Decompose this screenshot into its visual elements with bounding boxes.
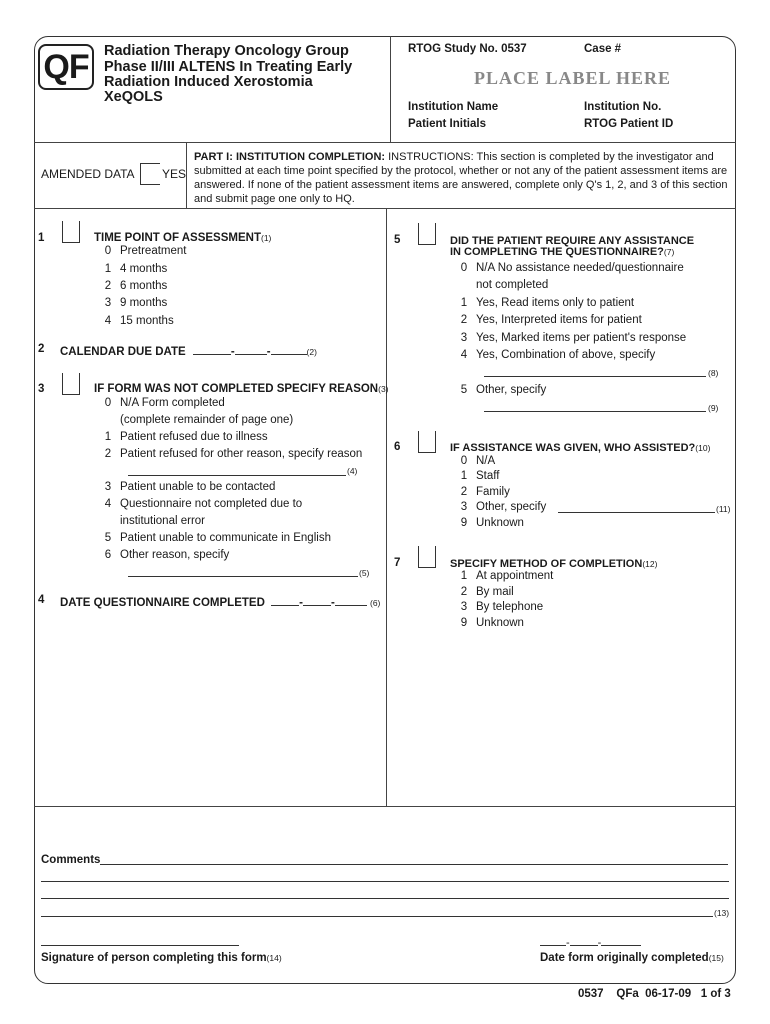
q6-ref-a: (11) [716, 504, 731, 514]
q1-title: TIME POINT OF ASSESSMENT(1) [94, 232, 272, 244]
q5-option[interactable]: 5 Other, specify [460, 384, 547, 396]
comments-line-2[interactable] [41, 881, 729, 882]
amended-data-label: AMENDED DATA [41, 167, 135, 181]
q5-number: 5 [394, 234, 401, 246]
q1-option[interactable]: 0 Pretreatment [104, 245, 187, 257]
part1-divider [186, 142, 187, 208]
q3-option[interactable]: 4 Questionnaire not completed due to [104, 498, 303, 510]
q1-number: 1 [38, 232, 45, 244]
q3-option[interactable]: 6 Other reason, specify [104, 549, 230, 561]
footer-page: 1 of 3 [700, 988, 731, 1000]
form-title-line-3: Radiation Induced Xerostomia [104, 74, 313, 90]
q6-specify-line[interactable] [558, 512, 715, 513]
q7-answer-box[interactable] [418, 546, 436, 568]
signature-line[interactable] [41, 945, 239, 946]
comments-line-3[interactable] [41, 898, 729, 899]
page-footer [578, 987, 731, 1001]
q6-option[interactable]: 0 N/A [460, 455, 496, 467]
q4-ref: (6) [369, 598, 381, 608]
q6-ref: (10) [695, 443, 711, 453]
date-original-label: Date form originally completed(15) [540, 952, 724, 964]
q5-option[interactable]: 1 Yes, Read items only to patient [460, 297, 635, 309]
q7-number: 7 [394, 557, 401, 569]
q5-option[interactable]: 0 N/A No assistance needed/questionnaire [460, 262, 684, 274]
q3-specify-line-a[interactable] [128, 475, 346, 476]
amended-yes-checkbox[interactable] [140, 163, 160, 185]
form-title-line-4: XeQOLS [104, 89, 163, 105]
q7-option[interactable]: 9 Unknown [460, 617, 524, 629]
q3-number: 3 [38, 383, 45, 395]
amended-yes-label: YES [162, 167, 187, 181]
q4-title: DATE QUESTIONNAIRE COMPLETED - - (6) [60, 594, 380, 610]
q5-ref-b: (9) [708, 403, 719, 413]
q1-answer-box[interactable] [62, 221, 80, 243]
q1-option[interactable]: 3 9 months [104, 297, 168, 309]
part1-instructions-line-4: and submit page one only to HQ. [194, 193, 355, 205]
label-placeholder: PLACE LABEL HERE [474, 68, 672, 88]
part1-bottom-line [34, 208, 736, 209]
q7-option[interactable]: 3 By telephone [460, 601, 544, 613]
q5-specify-line-b[interactable] [484, 411, 706, 412]
part1-instructions-line-2: submitted at each time point specified by the protocol, whether or not any of the patient assessment items are [194, 165, 728, 177]
q6-option[interactable]: 2 Family [460, 486, 510, 498]
q2-ref: (2) [306, 347, 317, 357]
q5-option: not completed [476, 279, 549, 291]
q7-option[interactable]: 2 By mail [460, 586, 514, 598]
q1-option[interactable]: 2 6 months [104, 280, 168, 292]
q4-number: 4 [38, 594, 45, 606]
q1-ref: (1) [260, 233, 272, 243]
q7-option[interactable]: 1 At appointment [460, 570, 554, 582]
q3-option[interactable]: 5 Patient unable to communicate in English [104, 532, 331, 544]
comments-line-1[interactable] [100, 864, 728, 865]
q2-number: 2 [38, 343, 45, 355]
q3-ref: (3) [378, 384, 389, 394]
q1-option[interactable]: 1 4 months [104, 263, 168, 275]
q2-title: CALENDAR DUE DATE - - (2) [60, 343, 317, 359]
study-no: RTOG Study No. 0537 [408, 43, 527, 55]
q3-ref-a: (4) [347, 466, 358, 476]
footer-date: 06-17-09 [645, 988, 692, 1000]
date-original-field[interactable]: - - [540, 934, 641, 949]
q7-ref: (12) [642, 559, 658, 569]
institution-no-label: Institution No. [584, 101, 662, 113]
form-title-line-1: Radiation Therapy Oncology Group [104, 43, 349, 59]
q6-number: 6 [394, 441, 401, 453]
q3-answer-box[interactable] [62, 373, 80, 395]
date-original-ref: (15) [708, 953, 724, 963]
header-bottom-line [34, 142, 736, 143]
q3-specify-line-b[interactable] [128, 576, 358, 577]
questions-bottom-line [34, 806, 736, 807]
case-label: Case # [584, 43, 622, 55]
patient-id-label: RTOG Patient ID [584, 118, 674, 130]
q3-ref-b: (5) [359, 568, 370, 578]
comments-ref: (13) [714, 908, 730, 918]
q1-option[interactable]: 4 15 months [104, 315, 174, 327]
q5-title-line-1: DID THE PATIENT REQUIRE ANY ASSISTANCE [450, 235, 695, 247]
q6-option[interactable]: 3 Other, specify [460, 501, 547, 513]
part1-instructions-line-3: answered. If none of the patient assessment items are answered, complete only Q's 1, 2, and 3 of this section [194, 179, 728, 191]
footer-study: 0537 [578, 988, 604, 1000]
q5-option[interactable]: 4 Yes, Combination of above, specify [460, 349, 656, 361]
q3-option[interactable]: 3 Patient unable to be contacted [104, 481, 276, 493]
q5-title-line-2: IN COMPLETING THE QUESTIONNAIRE?(7) [450, 246, 675, 258]
q3-option[interactable]: 2 Patient refused for other reason, specify reason [104, 448, 363, 460]
form-title-line-2: Phase II/III ALTENS In Treating Early [104, 59, 353, 75]
footer-form: QFa [616, 988, 639, 1000]
column-divider [386, 208, 387, 806]
comments-line-4[interactable] [41, 916, 713, 917]
header-divider [390, 36, 391, 142]
comments-label: Comments [41, 854, 101, 866]
q3-option: institutional error [120, 515, 206, 527]
q6-option[interactable]: 9 Unknown [460, 517, 524, 529]
q7-title: SPECIFY METHOD OF COMPLETION(12) [450, 558, 658, 570]
q5-ref-a: (8) [708, 368, 719, 378]
q3-option[interactable]: 0 N/A Form completed [104, 397, 225, 409]
patient-initials-label: Patient Initials [408, 118, 486, 130]
q5-ref: (7) [663, 247, 675, 257]
part1-instructions-text: INSTRUCTIONS: This section is completed by the investigator and [388, 151, 714, 163]
signature-ref: (14) [266, 953, 282, 963]
signature-label: Signature of person completing this form(14) [41, 952, 282, 964]
q3-option: (complete remainder of page one) [120, 414, 294, 426]
q6-title: IF ASSISTANCE WAS GIVEN, WHO ASSISTED?(10) [450, 442, 711, 454]
part1-instructions-line-1 [194, 150, 714, 164]
institution-name-label: Institution Name [408, 101, 499, 113]
part1-heading: PART I: INSTITUTION COMPLETION: [194, 151, 386, 163]
q3-title: IF FORM WAS NOT COMPLETED SPECIFY REASON(3) [94, 383, 389, 395]
qf-logo: QF [38, 44, 94, 90]
q5-answer-box[interactable] [418, 223, 436, 245]
q6-answer-box[interactable] [418, 431, 436, 453]
q5-specify-line-a[interactable] [484, 376, 706, 377]
q5-option[interactable]: 3 Yes, Marked items per patient's response [460, 332, 687, 344]
q3-option[interactable]: 1 Patient refused due to illness [104, 431, 268, 443]
q6-option[interactable]: 1 Staff [460, 470, 500, 482]
q5-option[interactable]: 2 Yes, Interpreted items for patient [460, 314, 642, 326]
